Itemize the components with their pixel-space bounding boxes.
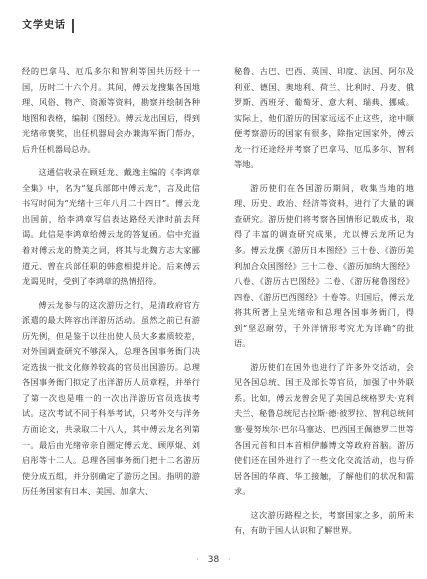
paragraph: 傅云龙参与的这次游历之行，是清政府官方派遣的最大阵容出洋游历活动。虽然之前已有游历先例，但是鉴于以往出使人员大多素质较差，对外国调查研究不够深入，总理各国事务衙门决定选拔一批文化修养较高的官员出国游历。总理各国事务衙门拟定了出洋游历人员章程，并举行了第一次也是唯一的一次出洋游历官员选拔考试。这次考试不同于科举考试，只考外交与洋务方面论文，共录取二十八人，其中傅云龙名列第一。最后由光绪帝亲自圈定傅云龙、顾厚焜、刘启彤等十二人。总理各国事务衙门把十二名游历使分成五组，并分别确定了游历之国。指明的游历任务国家有日本、美国、加拿大、 [22, 299, 200, 497]
paragraph: 秘鲁、古巴、巴西、英国、印度、法国、阿尔及利亚、德国、奥地利、荷兰、比利时、丹麦、俄罗斯、西班牙、葡萄牙、意大利、瑞典、挪威。实际上，他们游历的国家远远不止这些，途中顺便考察游历的国家有很多，除指定国家外，傅云龙一行还途经并考察了巴拿马、厄瓜多尔、智利等地。 [234, 66, 414, 170]
left-column [22, 64, 200, 500]
page-header [22, 13, 74, 39]
dash-decoration-left: · [196, 555, 200, 565]
section-title: 文学史话 [22, 19, 74, 33]
right-column [234, 64, 414, 539]
paragraph: 游历使们在国外也进行了许多外交活动，会见各国总统、国王及部长等官员，加强了中外联系。比如，傅云龙曾会见了美国总统格罗夫·克利夫兰、秘鲁总统尼古拉斯·德·彼罗拉、智利总统何塞·曼努埃尔·巴尔马塞达、巴西国王佩德罗二世等各国元首和日本首相伊藤博文等政府首脑。游历使们还在国外进行了一些文化交流活动，也与侨居各国的华商、华工接触，了解他们的状况和需求。 [234, 361, 414, 497]
dash-decoration-right: · [227, 555, 231, 565]
page-number-text: 38 [207, 555, 220, 565]
paragraph: 游历使们在各国游历期间，收集当地的地理、历史、政治、经济等资料，进行了大量的调查研究。游历使们将考察各国情形记载成书，取得了丰富的调查研究成果，尤以傅云龙所记为多。傅云龙撰《游历日本图经》三十卷、《游历美利加合众国图经》三十二卷、《游历加纳大图经》八卷、《游历古巴图经》二卷、《游历秘鲁图经》四卷、《游历巴西图经》十卷等。归国后，傅云龙将其所著上呈光绪帝和总理各国事务衙门，得到“坚忍耐劳，于外洋情形考究尤为详确”的批语。 [234, 182, 414, 349]
page-number [0, 555, 427, 565]
paragraph: 这次游历路程之长，考察国家之多，前所未有，有助于国人认识和了解世界。 [234, 509, 414, 536]
paragraph: 这通信收录在顾廷龙、戴逸主编的《李鸿章全集》中，名为“复兵部郎中傅云龙”，言及此信书写时间为“光绪十三年八月二十四日”。傅云龙出国前，给李鸿章写信表达路经天津时前去拜谒。此信是李鸿章给傅云龙的答复函。信中充溢着对傅云龙的赞美之词，将其与北魏方志大家郦道元、曾在兵部任职的韩愈相提并论。后来傅云龙谒见时，受到了李鸿章的热情招待。 [22, 167, 200, 287]
paragraph: 经的巴拿马、厄瓜多尔和智利等国共历经十一国，历时二十六个月。其间，傅云龙搜集各国地理、风俗、物产、资源等资料，勘察并绘制各种地图和表格，编制《图经》。傅云龙出国后，得到光绪帝褒奖，出任机器局会办兼海军衙门帮办，后升任机器局总办。 [22, 66, 200, 154]
